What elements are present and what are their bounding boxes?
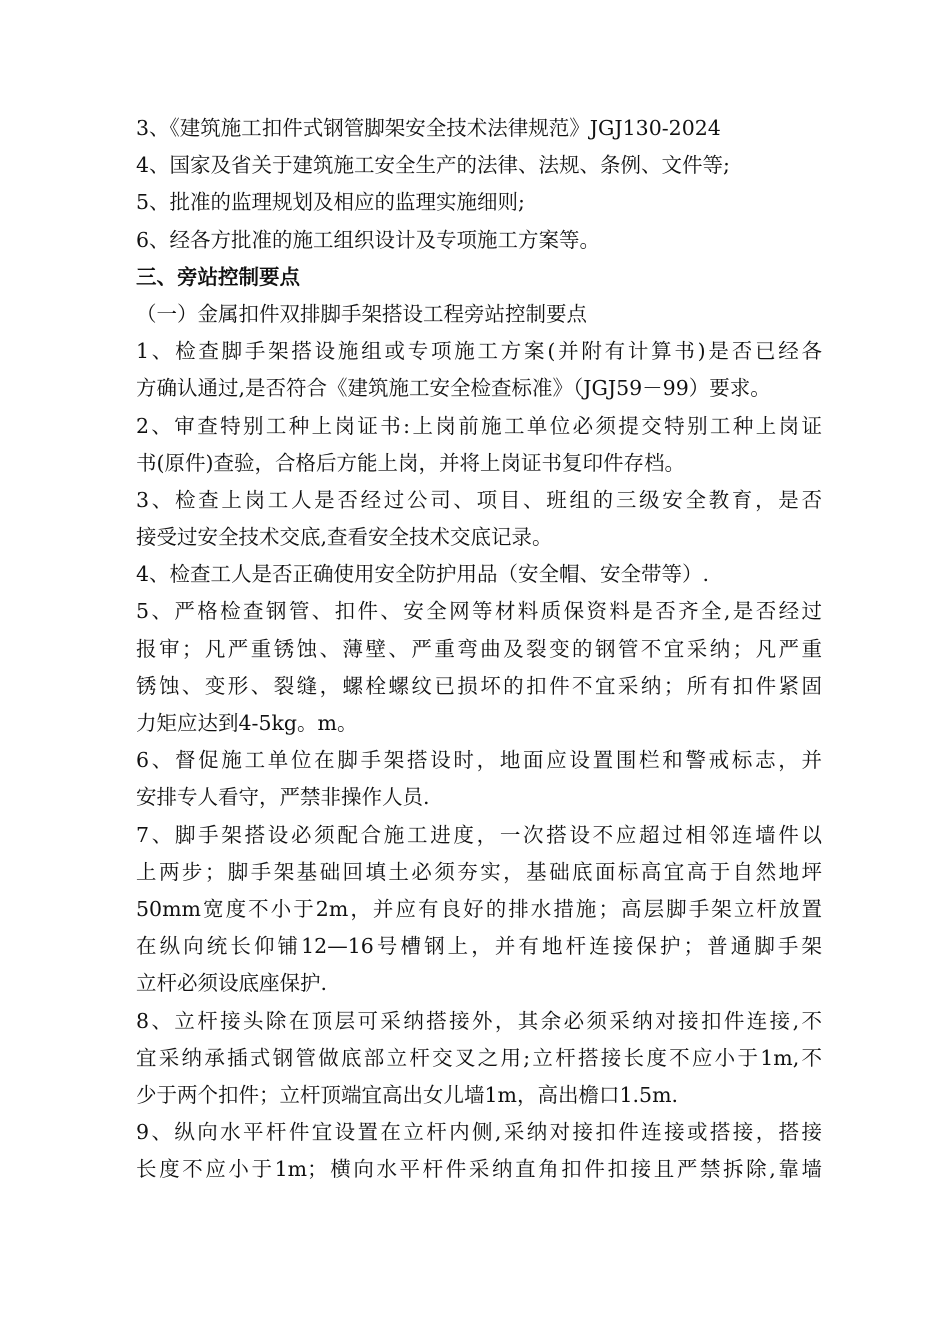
paragraph-line: 书(原件)查验，合格后方能上岗，并将上岗证书复印件存档。 bbox=[136, 450, 685, 475]
list-item-ref-5: 5、批准的监理规划及相应的监理实施细则; bbox=[136, 190, 525, 215]
paragraph-line: 4、检查工人是否正确使用安全防护用品（安全帽、安全带等）. bbox=[136, 562, 710, 587]
paragraph-line: 报审；凡严重锈蚀、薄壁、严重弯曲及裂变的钢管不宜采纳；凡严重 bbox=[136, 636, 822, 661]
paragraph-line: 7、脚手架搭设必须配合施工进度，一次搭设不应超过相邻连墙件以 bbox=[136, 822, 822, 847]
section-heading: 三、旁站控制要点 bbox=[136, 264, 300, 289]
paragraph-line: 安排专人看守，严禁非操作人员. bbox=[136, 785, 430, 810]
list-item-ref-6: 6、经各方批准的施工组织设计及专项施工方案等。 bbox=[136, 227, 601, 252]
paragraph-line: 1、检查脚手架搭设施组或专项施工方案(并附有计算书)是否已经各 bbox=[136, 339, 822, 364]
paragraph-line: 宜采纳承插式钢管做底部立杆交叉之用;立杆搭接长度不应小于1m,不 bbox=[136, 1045, 822, 1070]
paragraph-line: 5、严格检查钢管、扣件、安全网等材料质保资料是否齐全,是否经过 bbox=[136, 599, 822, 624]
paragraph-line: 上两步；脚手架基础回填土必须夯实，基础底面标高宜高于自然地坪 bbox=[136, 859, 822, 884]
paragraph-line: 长度不应小于1m；横向水平杆件采纳直角扣件扣接且严禁拆除,靠墙 bbox=[136, 1157, 822, 1182]
paragraph-line: 50mm宽度不小于2m，并应有良好的排水措施；高层脚手架立杆放置 bbox=[136, 896, 822, 921]
paragraph-line: 方确认通过,是否符合《建筑施工安全检查标准》（JGJ59－99）要求。 bbox=[136, 376, 771, 401]
paragraph-line: 力矩应达到4-5kg。m。 bbox=[136, 711, 358, 735]
list-item-ref-3: 3、《建筑施工扣件式钢管脚架安全技术法律规范》JGJ130-2024 bbox=[136, 116, 721, 140]
paragraph-line: 在纵向统长仰铺12—16号槽钢上，并有地杆连接保护；普通脚手架 bbox=[136, 934, 822, 959]
document-body bbox=[136, 110, 822, 1188]
paragraph-line: 9、纵向水平杆件宜设置在立杆内侧,采纳对接扣件连接或搭接，搭接 bbox=[136, 1120, 822, 1145]
paragraph-line: 接受过安全技术交底,查看安全技术交底记录。 bbox=[136, 525, 553, 550]
paragraph-line: 8、立杆接头除在顶层可采纳搭接外，其余必须采纳对接扣件连接,不 bbox=[136, 1008, 822, 1033]
paragraph-line: 2、审查特别工种上岗证书:上岗前施工单位必须提交特别工种上岗证 bbox=[136, 413, 822, 438]
list-item-ref-4: 4、国家及省关于建筑施工安全生产的法律、法规、条例、文件等; bbox=[136, 153, 730, 178]
paragraph-line: 3、检查上岗工人是否经过公司、项目、班组的三级安全教育，是否 bbox=[136, 487, 822, 512]
paragraph-line: 立杆必须设底座保护. bbox=[136, 971, 328, 996]
paragraph-line: 少于两个扣件；立杆顶端宜高出女儿墙1m，高出檐口1.5m. bbox=[136, 1082, 679, 1107]
subsection-heading: （一）金属扣件双排脚手架搭设工程旁站控制要点 bbox=[136, 301, 587, 326]
paragraph-line: 6、督促施工单位在脚手架搭设时，地面应设置围栏和警戒标志，并 bbox=[136, 748, 822, 773]
paragraph-line: 锈蚀、变形、裂缝，螺栓螺纹已损坏的扣件不宜采纳；所有扣件紧固 bbox=[136, 673, 822, 698]
